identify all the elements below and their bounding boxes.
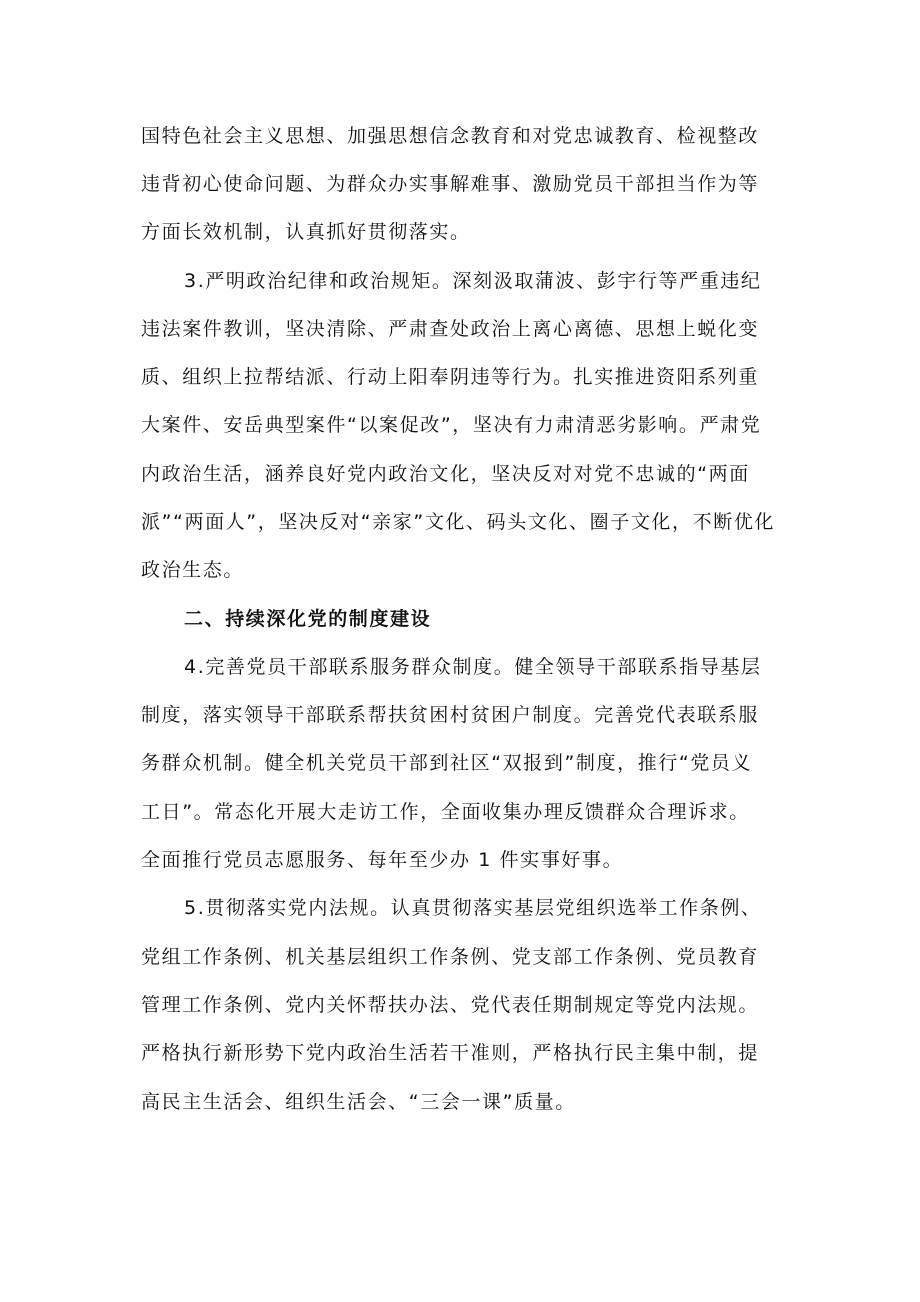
text-line: 制度，落实领导干部联系帮扶贫困村贫困户制度。完善党代表联系服 (141, 704, 760, 726)
paragraph-3-first-line: 3.严明政治纪律和政治规矩。深刻汲取蒲波、彭宇行等严重违纪 (184, 270, 762, 292)
text-line: 内政治生活，涵养良好党内政治文化，坚决反对对党不忠诚的“两面 (141, 463, 750, 485)
text-line: 违背初心使命问题、为群众办实事解难事、激励党员干部担当作为等 (141, 173, 760, 195)
text-line: 国特色社会主义思想、加强思想信念教育和对党忠诚教育、检视整改 (141, 125, 760, 147)
text-line: 高民主生活会、组织生活会、“三会一课”质量。 (141, 1091, 576, 1113)
text-line: 党组工作条例、机关基层组织工作条例、党支部工作条例、党员教育 (141, 946, 760, 968)
text-line: 工日”。常态化开展大走访工作，全面收集办理反馈群众合理诉求。 (141, 801, 750, 823)
text-line: 派”“两面人”，坚决反对“亲家”文化、码头文化、圈子文化，不断优化 (141, 511, 776, 533)
text-line: 违法案件教训，坚决清除、严肃查处政治上离心离德、思想上蜕化变 (141, 318, 760, 340)
paragraph-5-first-line: 5.贯彻落实党内法规。认真贯彻落实基层党组织选举工作条例、 (184, 897, 762, 919)
text-line: 方面长效机制，认真抓好贯彻落实。 (141, 221, 471, 243)
text-line: 管理工作条例、党内关怀帮扶办法、党代表任期制规定等党内法规。 (141, 994, 760, 1016)
paragraph-4-first-line: 4.完善党员干部联系服务群众制度。健全领导干部联系指导基层 (184, 656, 762, 678)
text-line: 全面推行党员志愿服务、每年至少办 1 件实事好事。 (141, 849, 624, 871)
text-line: 务群众机制。健全机关党员干部到社区“双报到”制度，推行“党员义 (141, 752, 753, 774)
text-line: 政治生态。 (141, 559, 245, 581)
text-line: 大案件、安岳典型案件“以案促改”，坚决有力肃清恶劣影响。严肃党 (141, 414, 762, 436)
section-heading: 二、持续深化党的制度建设 (184, 608, 432, 630)
text-line: 质、组织上拉帮结派、行动上阳奉阴违等行为。扎实推进资阳系列重 (141, 366, 760, 388)
text-line: 严格执行新形势下党内政治生活若干准则，严格执行民主集中制，提 (141, 1042, 760, 1064)
